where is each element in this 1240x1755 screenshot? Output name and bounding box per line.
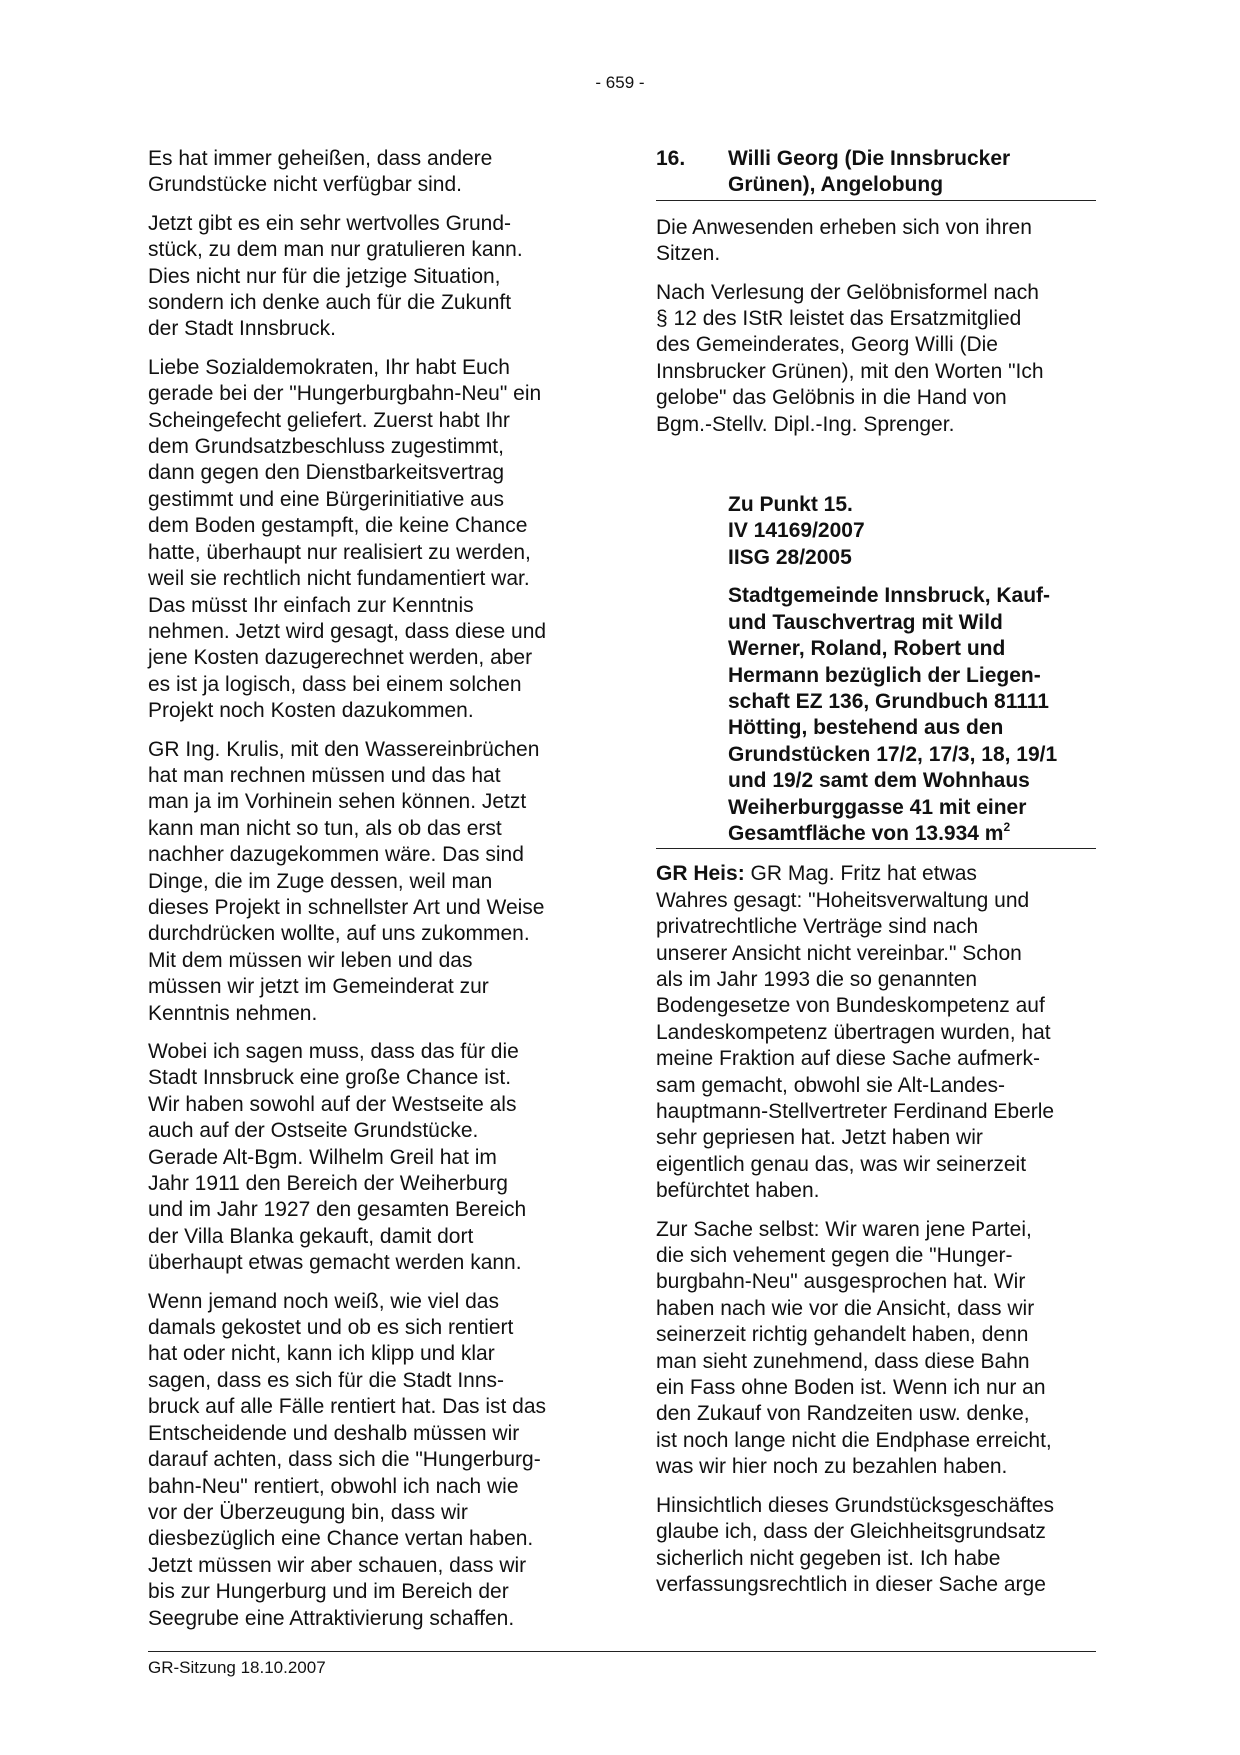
text-line: Jahr 1911 den Bereich der Weiherburg [148, 1172, 508, 1196]
text-line: Entscheidende und deshalb müssen wir [148, 1421, 520, 1445]
text-line: Die Anwesenden erheben sich von ihren [656, 215, 1032, 239]
text-line: bahn-Neu" rentiert, obwohl ich nach wie [148, 1474, 519, 1498]
page-number: - 659 - [595, 73, 645, 92]
text-line: sehr gepriesen hat. Jetzt haben wir [656, 1126, 983, 1150]
text-line: Es hat immer geheißen, dass andere [148, 147, 493, 170]
text-line: Landeskompetenz übertragen wurden, hat [656, 1020, 1051, 1044]
text-line: Gerade Alt-Bgm. Wilhelm Greil hat im [148, 1145, 497, 1169]
paragraph [148, 355, 588, 725]
heading-line: Grünen), Angelobung [728, 173, 944, 197]
text-line: eigentlich genau das, was wir seinerzeit [656, 1152, 1027, 1176]
text-line: hauptmann-Stellvertreter Ferdinand Eberle [656, 1100, 1055, 1123]
paragraph [656, 1493, 1096, 1599]
heading-line: und Tauschvertrag mit Wild [728, 610, 1003, 634]
heading-line: Hötting, bestehend aus den [728, 716, 1004, 740]
heading-line: Weiherburggasse 41 mit einer [728, 795, 1027, 819]
paragraph [656, 280, 1096, 438]
text-line: seinerzeit richtig gehandelt haben, denn [656, 1323, 1029, 1347]
text-line: Das müsst Ihr einfach zur Kenntnis [148, 593, 474, 617]
text-line: dem Boden gestampft, die keine Chance [148, 514, 528, 538]
text-line: Kenntnis nehmen. [148, 1001, 318, 1025]
text-line: gestimmt und eine Bürgerinitiative aus [148, 487, 505, 511]
text-line: jene Kosten dazugerechnet werden, aber [148, 646, 533, 670]
text-line: Projekt noch Kosten dazukommen. [148, 699, 474, 723]
heading-line: Willi Georg (Die Innsbrucker [728, 147, 1011, 170]
text-line: man sieht zunehmend, dass diese Bahn [656, 1349, 1030, 1373]
left-column [148, 146, 588, 1644]
text-line: und im Jahr 1927 den gesamten Bereich [148, 1198, 527, 1222]
heading-line: Stadtgemeinde Innsbruck, Kauf- [728, 584, 1051, 608]
text-line: Bgm.-Stellv. Dipl.-Ing. Sprenger. [656, 412, 955, 436]
text-line: nachher dazugekommen wäre. Das sind [148, 843, 524, 867]
text-line: gerade bei der "Hungerburgbahn-Neu" ein [148, 382, 542, 406]
superscript: 2 [1003, 819, 1011, 834]
agenda-point-label: Zu Punkt 15. [728, 493, 853, 517]
text-line: Jetzt gibt es ein sehr wertvolles Grund- [148, 211, 511, 235]
text-line: hat man rechnen müssen und das hat [148, 763, 501, 787]
paragraph [656, 1217, 1096, 1481]
text-line: dieses Projekt in schnellster Art und Weise [148, 895, 545, 919]
text-line: Innsbrucker Grünen), mit den Worten "Ich [656, 359, 1044, 383]
file-reference: IISG 28/2005 [728, 545, 852, 569]
text-line: meine Fraktion auf diese Sache aufmerk- [656, 1047, 1041, 1071]
text-line: Mit dem müssen wir leben und das [148, 948, 473, 972]
text-line: Wir haben sowohl auf der Westseite als [148, 1092, 517, 1116]
text-line: Hinsichtlich dieses Grundstücksgeschäftes [656, 1493, 1055, 1517]
text-line: dem Grundsatzbeschluss zugestimmt, [148, 435, 504, 459]
text-line: darauf achten, dass sich die "Hungerburg- [148, 1448, 541, 1472]
text-line: Dies nicht nur für die jetzige Situation, [148, 264, 501, 288]
text-line: ist noch lange nicht die Endphase erreicht, [656, 1428, 1052, 1452]
text-line: der Villa Blanka gekauft, damit dort [148, 1224, 474, 1248]
file-reference: IV 14169/2007 [728, 519, 865, 543]
text-line: befürchtet haben. [656, 1179, 820, 1203]
text-line: diesbezüglich eine Chance vertan haben. [148, 1527, 534, 1551]
paragraph [148, 1039, 588, 1277]
text-line: gelobe" das Gelöbnis in die Hand von [656, 386, 1007, 410]
text-line: Wobei ich sagen muss, dass das für die [148, 1040, 519, 1063]
text-line: Nach Verlesung der Gelöbnisformel nach [656, 280, 1039, 304]
footer-session-date: GR-Sitzung 18.10.2007 [148, 1658, 326, 1677]
text-line: der Stadt Innsbruck. [148, 317, 336, 341]
paragraph [148, 1289, 588, 1632]
text-line: Grundstücke nicht verfügbar sind. [148, 173, 462, 197]
text-line: sagen, dass es sich für die Stadt Inns- [148, 1368, 505, 1392]
text-line: stück, zu dem man nur gratulieren kann. [148, 238, 523, 262]
text-line: nehmen. Jetzt wird gesagt, dass diese und [148, 619, 547, 643]
text-line: überhaupt etwas gemacht werden kann. [148, 1251, 522, 1275]
text-line: burgbahn-Neu" ausgesprochen hat. Wir [656, 1270, 1026, 1294]
text-line: hat oder nicht, kann ich klipp und klar [148, 1342, 495, 1366]
text-line: GR Mag. Fritz hat etwas [744, 862, 977, 886]
text-line: Seegrube eine Attraktivierung schaffen. [148, 1606, 515, 1630]
text-line: den Zukauf von Randzeiten usw. denke, [656, 1402, 1030, 1426]
text-line: ein Fass ohne Boden ist. Wenn ich nur an [656, 1376, 1046, 1400]
text-line: § 12 des IStR leistet das Ersatzmitglied [656, 307, 1022, 331]
text-line: als im Jahr 1993 die so genannten [656, 967, 978, 991]
heading-line: Grundstücken 17/2, 17/3, 18, 19/1 [728, 742, 1058, 766]
text-line: müssen wir jetzt im Gemeinderat zur [148, 975, 489, 999]
text-line: Jetzt müssen wir aber schauen, dass wir [148, 1553, 527, 1577]
text-line: sicherlich nicht gegeben ist. Ich habe [656, 1546, 1001, 1570]
agenda-item-number: 16. [656, 147, 686, 170]
heading-line: schaft EZ 136, Grundbuch 81111 [728, 689, 1049, 713]
text-line: privatrechtliche Verträge sind nach [656, 915, 979, 939]
heading-line: Hermann bezüglich der Liegen- [728, 663, 1041, 687]
right-column [656, 146, 1096, 1610]
text-line: hatte, überhaupt nur realisiert zu werden, [148, 540, 531, 564]
speech-paragraph [656, 861, 1096, 1204]
paragraph [148, 737, 588, 1027]
text-line: Dinge, die im Zuge dessen, weil man [148, 869, 493, 893]
text-line: Stadt Innsbruck eine große Chance ist. [148, 1066, 512, 1090]
paragraph [656, 215, 1096, 268]
text-line: bruck auf alle Fälle rentiert hat. Das ist das [148, 1395, 547, 1419]
text-line: kann man nicht so tun, als ob das erst [148, 816, 502, 840]
heading-line: und 19/2 samt dem Wohnhaus [728, 769, 1030, 793]
text-line: des Gemeinderates, Georg Willi (Die [656, 333, 998, 357]
text-line: Sitzen. [656, 242, 721, 266]
text-line: verfassungsrechtlich in dieser Sache arge [656, 1572, 1046, 1596]
text-line: glaube ich, dass der Gleichheitsgrundsatz [656, 1520, 1046, 1544]
paragraph [148, 211, 588, 343]
text-line: Liebe Sozialdemokraten, Ihr habt Euch [148, 355, 510, 379]
text-line: haben nach wie vor die Ansicht, dass wir [656, 1296, 1035, 1320]
text-line: unserer Ansicht nicht vereinbar." Schon [656, 941, 1022, 965]
text-line: weil sie rechtlich nicht fundamentiert war. [148, 567, 530, 591]
heading-line: Gesamtfläche von 13.934 m [728, 821, 1004, 845]
speaker-name: GR Heis: [656, 862, 745, 886]
text-line: bis zur Hungerburg und im Bereich der [148, 1580, 509, 1604]
agenda-item-16-heading [656, 146, 1096, 201]
footer-divider [148, 1651, 1096, 1652]
text-line: Bodengesetze von Bundeskompetenz auf [656, 994, 1045, 1018]
text-line: auch auf der Ostseite Grundstücke. [148, 1119, 479, 1143]
text-line: die sich vehement gegen die "Hunger- [656, 1244, 1013, 1268]
text-line: es ist ja logisch, dass bei einem solchen [148, 672, 522, 696]
agenda-reference-block [656, 492, 1096, 571]
text-line: Zur Sache selbst: Wir waren jene Partei, [656, 1217, 1032, 1241]
text-line: Wahres gesagt: "Hoheitsverwaltung und [656, 888, 1030, 912]
text-line: sam gemacht, obwohl sie Alt-Landes- [656, 1073, 1006, 1097]
text-line: Wenn jemand noch weiß, wie viel das [148, 1289, 499, 1313]
paragraph [148, 146, 588, 199]
text-line: damals gekostet und ob es sich rentiert [148, 1316, 514, 1340]
text-line: Scheingefecht geliefert. Zuerst habt Ihr [148, 408, 510, 432]
text-line: GR Ing. Krulis, mit den Wassereinbrüchen [148, 737, 540, 761]
text-line: durchdrücken wollte, auf uns zukommen. [148, 922, 530, 946]
heading-line: Werner, Roland, Robert und [728, 637, 1006, 661]
agenda-item-15-title [656, 583, 1096, 849]
text-line: was wir hier noch zu bezahlen haben. [656, 1455, 1008, 1479]
text-line: sondern ich denke auch für die Zukunft [148, 291, 512, 315]
text-line: man ja im Vorhinein sehen können. Jetzt [148, 790, 527, 814]
text-line: dann gegen den Dienstbarkeitsvertrag [148, 461, 505, 485]
text-line: vor der Überzeugung bin, dass wir [148, 1500, 468, 1524]
